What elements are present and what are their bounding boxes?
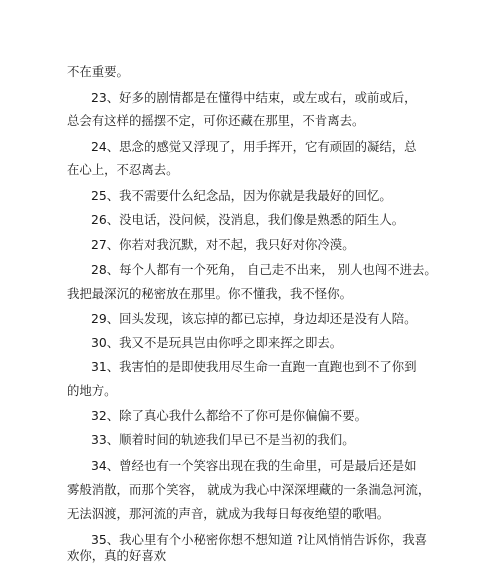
quote-27: 27、你若对我沉默，对不起，我只好对你冷漠。 [91,237,355,252]
quote-32: 32、除了真心我什么都给不了你可是你偏偏不要。 [91,408,367,423]
text-line-continuation: 不在重要。 [67,64,129,79]
quote-24-line-2: 在心上，不忍离去。 [67,162,179,177]
quote-30: 30、我又不是玩具岂由你呼之即来挥之即去。 [91,335,343,350]
quote-31-line-1: 31、我害怕的是即使我用尽生命一直跑一直跑也到不了你到 [91,359,417,374]
quote-34-line-3: 无法泅渡，那河流的声音，就成为我每日每夜绝望的歌唱。 [67,506,390,521]
quote-33: 33、顺着时间的轨迹我们早已不是当初的我们。 [91,432,355,447]
quote-35-line-1: 35、我心里有个小秘密你想不想知道 ?让风悄悄告诉你，我喜 [91,532,428,547]
quote-29: 29、回头发现，该忘掉的都已忘掉，身边却还是没有人陪。 [91,311,417,326]
quote-24-line-1: 24、思念的感觉又浮现了，用手挥开，它有顽固的凝结，总 [91,139,417,154]
quote-23-line-1: 23、好多的剧情都是在懂得中结束，或左或右，或前或后， [91,90,417,105]
quote-28-line-2: 我把最深沉的秘密放在那里。你不懂我，我不怪你。 [67,286,352,301]
quote-31-line-2: 的地方。 [67,383,117,398]
quote-34-line-2: 雾般消散，而那个笑容， 就成为我心中深深埋藏的一条湍急河流， [67,482,431,497]
quote-28-line-1: 28、每个人都有一个死角， 自己走不出来， 别人也闯不进去。 [91,262,437,277]
quote-23-line-2: 总会有这样的摇摆不定，可你还藏在那里，不肯离去。 [67,113,365,128]
quote-26: 26、没电话，没问候，没消息，我们像是熟悉的陌生人。 [91,212,405,227]
quote-35-line-2: 欢你，真的好喜欢 [67,548,167,563]
quote-34-line-1: 34、曾经也有一个笑容出现在我的生命里，可是最后还是如 [91,458,417,473]
quote-25: 25、我不需要什么纪念品，因为你就是我最好的回忆。 [91,188,392,203]
